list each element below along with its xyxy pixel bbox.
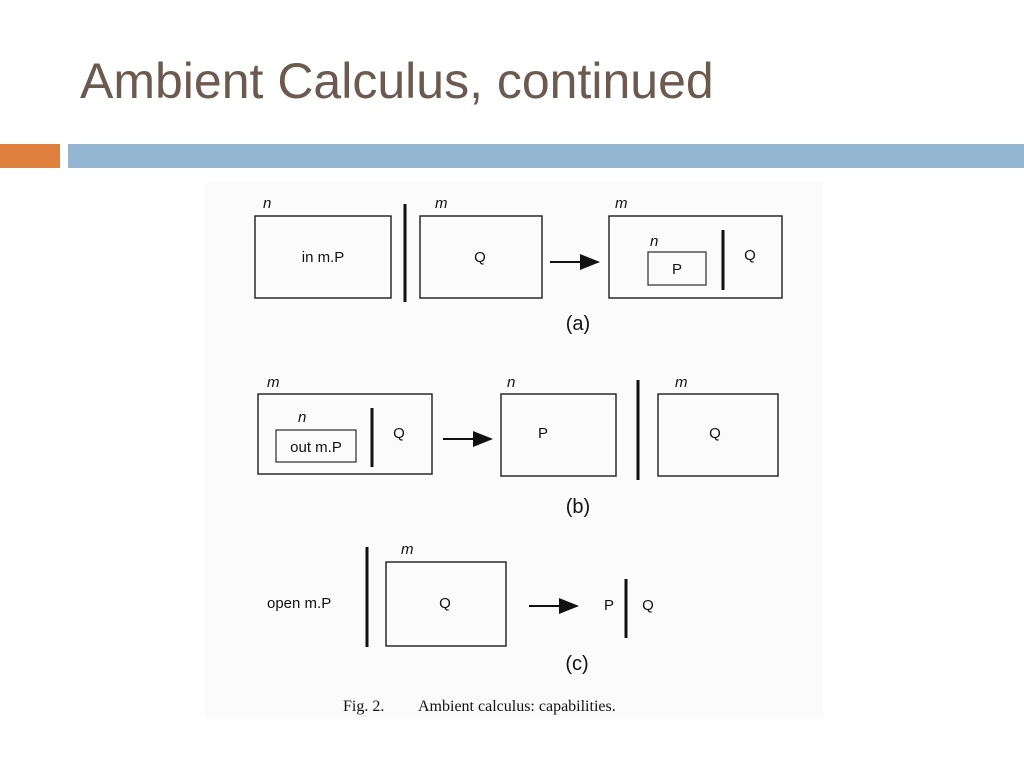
figure-caption-label: Fig. 2. bbox=[343, 698, 385, 715]
result-ambient-name-m: m bbox=[675, 374, 688, 391]
result-ambient-name-n: n bbox=[507, 374, 516, 391]
result-ambient-n-content: P bbox=[537, 425, 549, 442]
figure-part-b bbox=[258, 374, 778, 518]
part-label-b: (b) bbox=[565, 496, 591, 518]
ambient-name-n: n bbox=[298, 409, 307, 426]
figure-diagram bbox=[205, 182, 823, 718]
result-side-content: Q bbox=[744, 247, 756, 264]
result-ambient-name-n: n bbox=[650, 233, 659, 250]
figure-part-c bbox=[267, 541, 654, 675]
part-label-a: (a) bbox=[565, 313, 591, 335]
ambient-name-m: m bbox=[435, 195, 448, 212]
result-ambient-m-box bbox=[609, 216, 782, 298]
slide-title: Ambient Calculus, continued bbox=[80, 53, 714, 109]
result-process-q: Q bbox=[642, 597, 654, 614]
ambient-name-m: m bbox=[401, 541, 414, 558]
ambient-calculus-figure bbox=[205, 182, 823, 718]
result-ambient-n-content: P bbox=[671, 261, 683, 278]
ambient-m-content: Q bbox=[439, 595, 451, 612]
open-capability-label: open m.P bbox=[267, 595, 332, 612]
result-process-p: P bbox=[603, 597, 615, 614]
ambient-n-content: out m.P bbox=[290, 439, 342, 456]
ambient-name-m: m bbox=[267, 374, 280, 391]
part-label-c: (c) bbox=[565, 653, 589, 675]
accent-bar-orange bbox=[0, 144, 60, 168]
result-ambient-n-box bbox=[501, 394, 616, 476]
ambient-m-content: Q bbox=[474, 249, 486, 266]
figure-part-a bbox=[255, 195, 782, 335]
ambient-name-n: n bbox=[263, 195, 272, 212]
ambient-m-side-content: Q bbox=[393, 425, 405, 442]
figure-caption-text: Ambient calculus: capabilities. bbox=[418, 698, 616, 715]
accent-bar-blue bbox=[68, 144, 1024, 168]
result-ambient-m-content: Q bbox=[709, 425, 721, 442]
result-ambient-name-m: m bbox=[615, 195, 628, 212]
ambient-n-content: in m.P bbox=[301, 249, 345, 266]
